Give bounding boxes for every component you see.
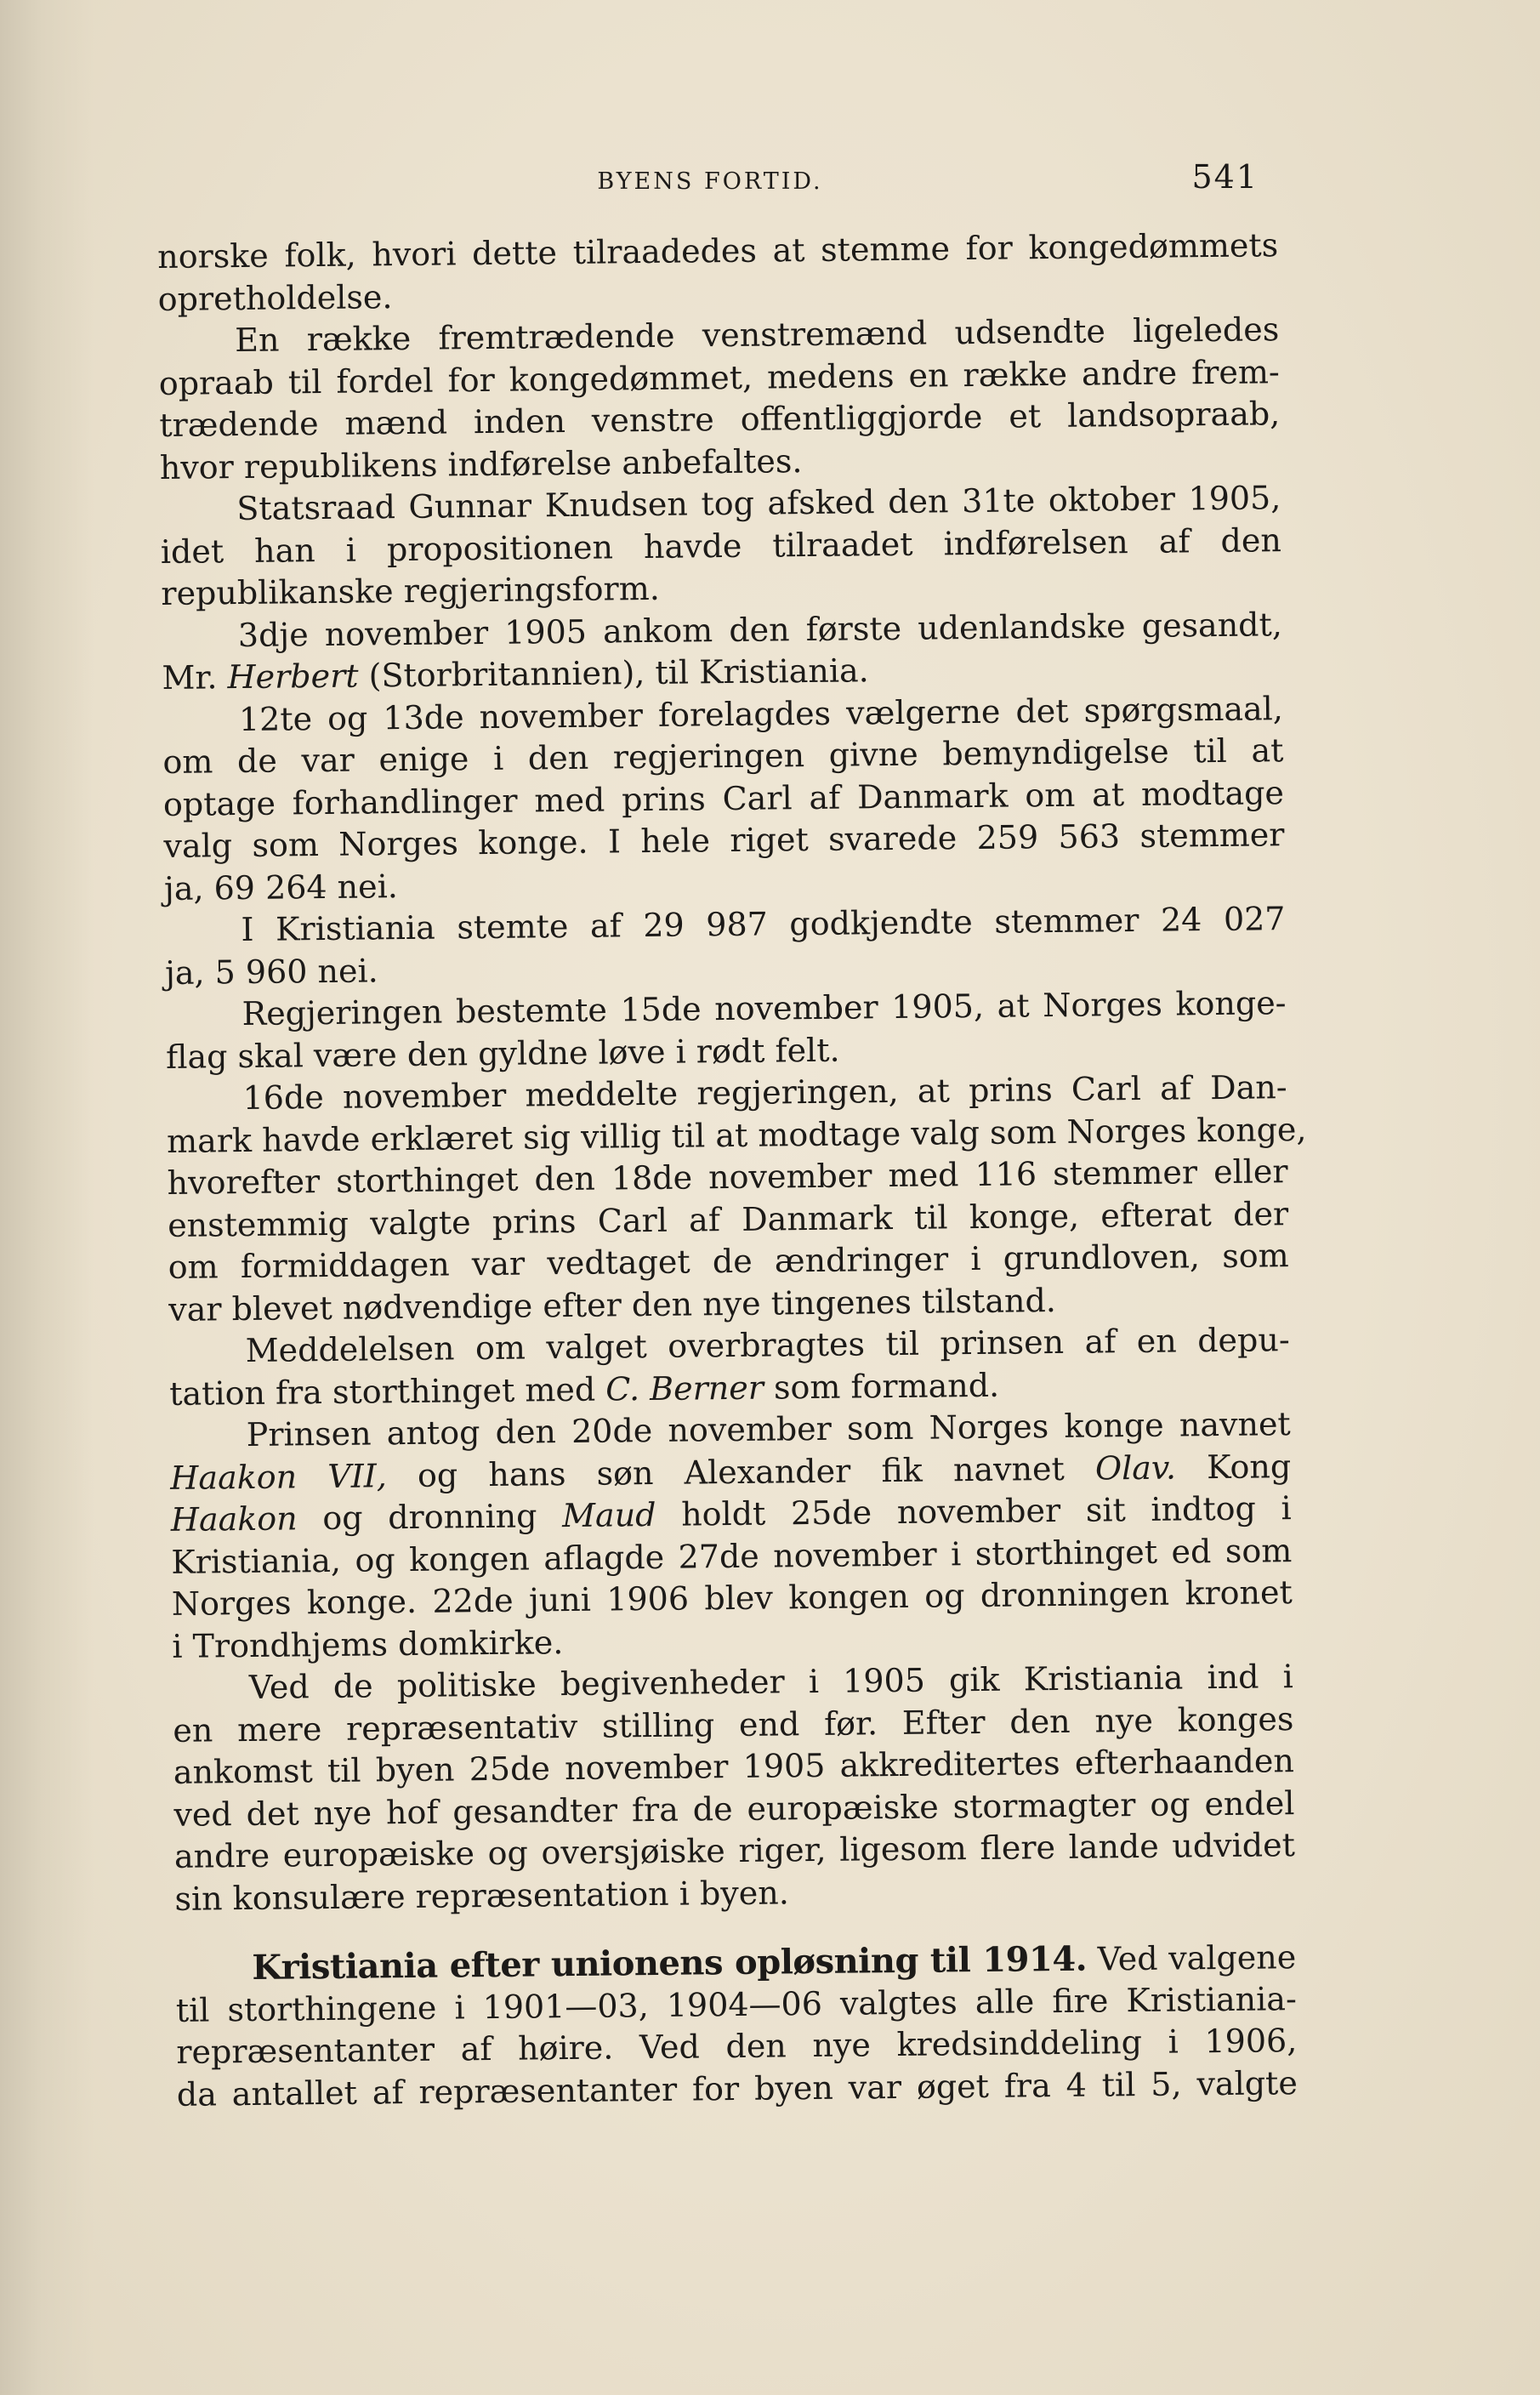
text-fragment: (Storbritannien), til Kristiania. — [368, 651, 869, 695]
text-line: Norges konge. 22de juni 1906 blev kongen og dronningen kronet — [171, 1573, 1293, 1623]
text-line: idet han i propositionen havde tilraadet indførelsen af den — [160, 521, 1282, 571]
text-line: var blevet nødvendige efter den nye tingenes tilstand. — [168, 1281, 1057, 1328]
text-fragment: Ved valgene — [1097, 1938, 1297, 1978]
text-line: valg som Norges konge. I hele riget svarede 259 563 stemmer — [163, 816, 1285, 865]
text-line: en mere repræsentativ stilling end før. Efter den nye konges — [173, 1699, 1294, 1749]
text-line: om de var enige i den regjeringen givne bemyndigelse til at — [162, 731, 1284, 781]
text-fragment: og hans søn Alexander fik navnet — [417, 1449, 1065, 1494]
gutter-shadow — [0, 0, 94, 2395]
text-line: enstemmig valgte prins Carl af Danmark til konge, efterat der — [167, 1194, 1289, 1244]
text-line: da antallet af repræsentanter for byen var øget fra 4 til 5, valgte — [176, 2063, 1298, 2113]
text-line: norske folk, hvori dette tilraadedes at stemme for kongedømmets — [157, 226, 1279, 276]
text-line: hvorefter storthinget den 18de november med 116 stemmer eller — [167, 1152, 1288, 1202]
page-header — [162, 158, 1259, 201]
text-line: i Trondhjems domkirke. — [172, 1623, 564, 1665]
text-fragment: som formand. — [773, 1366, 1000, 1406]
text-line: opraab til fordel for kongedømmet, medens en række andre frem- — [158, 352, 1280, 402]
text-line: ved det nye hof gesandter fra de europæiske stormagter og endel — [173, 1783, 1295, 1834]
text-line: ja, 5 960 nei. — [164, 951, 378, 992]
text-line: flag skal være den gyldne løve i rødt felt. — [165, 1031, 840, 1076]
person-name: Maud — [561, 1495, 656, 1535]
text-line: optage forhandlinger med prins Carl af Danmark om at modtage — [162, 773, 1285, 823]
page-number: 541 — [1191, 158, 1259, 196]
text-fragment: Kong — [1206, 1447, 1292, 1486]
text-line: Meddelelsen om valget overbragtes til prinsen af en depu- — [245, 1321, 1290, 1369]
text-line: mark havde erklæret sig villig til at modtage valg som Norges konge, — [166, 1110, 1307, 1160]
text-line: I Kristiania stemte af 29 987 godkjendte stemmer 24 027 — [241, 900, 1286, 949]
text-line: ja, 69 264 nei. — [163, 867, 399, 907]
text-line: Regjeringen bestemte 15de november 1905, at Norges konge- — [242, 984, 1287, 1033]
person-name: C. Berner — [605, 1368, 764, 1408]
text-line: republikanske regjeringsform. — [161, 569, 661, 612]
text-line: trædende mænd inden venstre offentliggjorde et landsopraab, — [159, 395, 1281, 444]
text-line: Ved de politiske begivenheder i 1905 gik Kristiania ind i — [248, 1658, 1294, 1706]
text-line: ankomst til byen 25de november 1905 akkreditertes efterhaanden — [173, 1742, 1295, 1791]
person-name: Olav. — [1094, 1448, 1177, 1488]
text-line: Prinsen antog den 20de november som Norges konge navnet — [246, 1405, 1291, 1453]
text-line: En række fremtrædende venstremænd udsendte ligeledes — [235, 310, 1280, 360]
text-line: Kristiania, og kongen aflagde 27de november i storthinget ed som — [171, 1531, 1293, 1581]
text-line: repræsentanter af høire. Ved den nye kredsinddeling i 1906, — [176, 2022, 1298, 2071]
text-line: hvor republikens indførelse anbefaltes. — [159, 441, 803, 486]
text-line: 3dje november 1905 ankom den første udenlandske gesandt, — [237, 605, 1283, 654]
body-text — [157, 225, 1307, 2116]
text-line: andre europæiske og oversjøiske riger, ligesom flere lande udvidet — [173, 1826, 1296, 1875]
text-fragment: Mr. — [162, 658, 218, 697]
text-fragment: tation fra storthinget med — [169, 1370, 596, 1413]
person-name: Haakon VII, — [170, 1456, 388, 1497]
text-line: Statsraad Gunnar Knudsen tog afsked den 31te oktober 1905, — [236, 479, 1281, 528]
text-line: sin konsulære repræsentation i byen. — [174, 1873, 790, 1918]
text-line: opretholdelse. — [157, 277, 393, 318]
person-name: Herbert — [227, 657, 359, 697]
text-line: til storthingene i 1901—03, 1904—06 valgtes alle fire Kristiania- — [175, 1979, 1297, 2029]
running-head: BYENS FORTID. — [597, 168, 823, 195]
text-line: 16de november meddelte regjeringen, at prins Carl af Dan- — [242, 1068, 1287, 1118]
text-line: 12te og 13de november forelagdes vælgerne det spørgsmaal, — [238, 689, 1284, 738]
text-line: om formiddagen var vedtaget de ændringer i grundloven, som — [168, 1237, 1289, 1286]
text-fragment: og dronning — [322, 1497, 537, 1538]
section-title: Kristiania efter unionens opløsning til 1914. — [252, 1938, 1088, 1988]
person-name: Haakon — [170, 1499, 298, 1539]
text-fragment: holdt 25de november sit indtog i — [680, 1489, 1292, 1533]
